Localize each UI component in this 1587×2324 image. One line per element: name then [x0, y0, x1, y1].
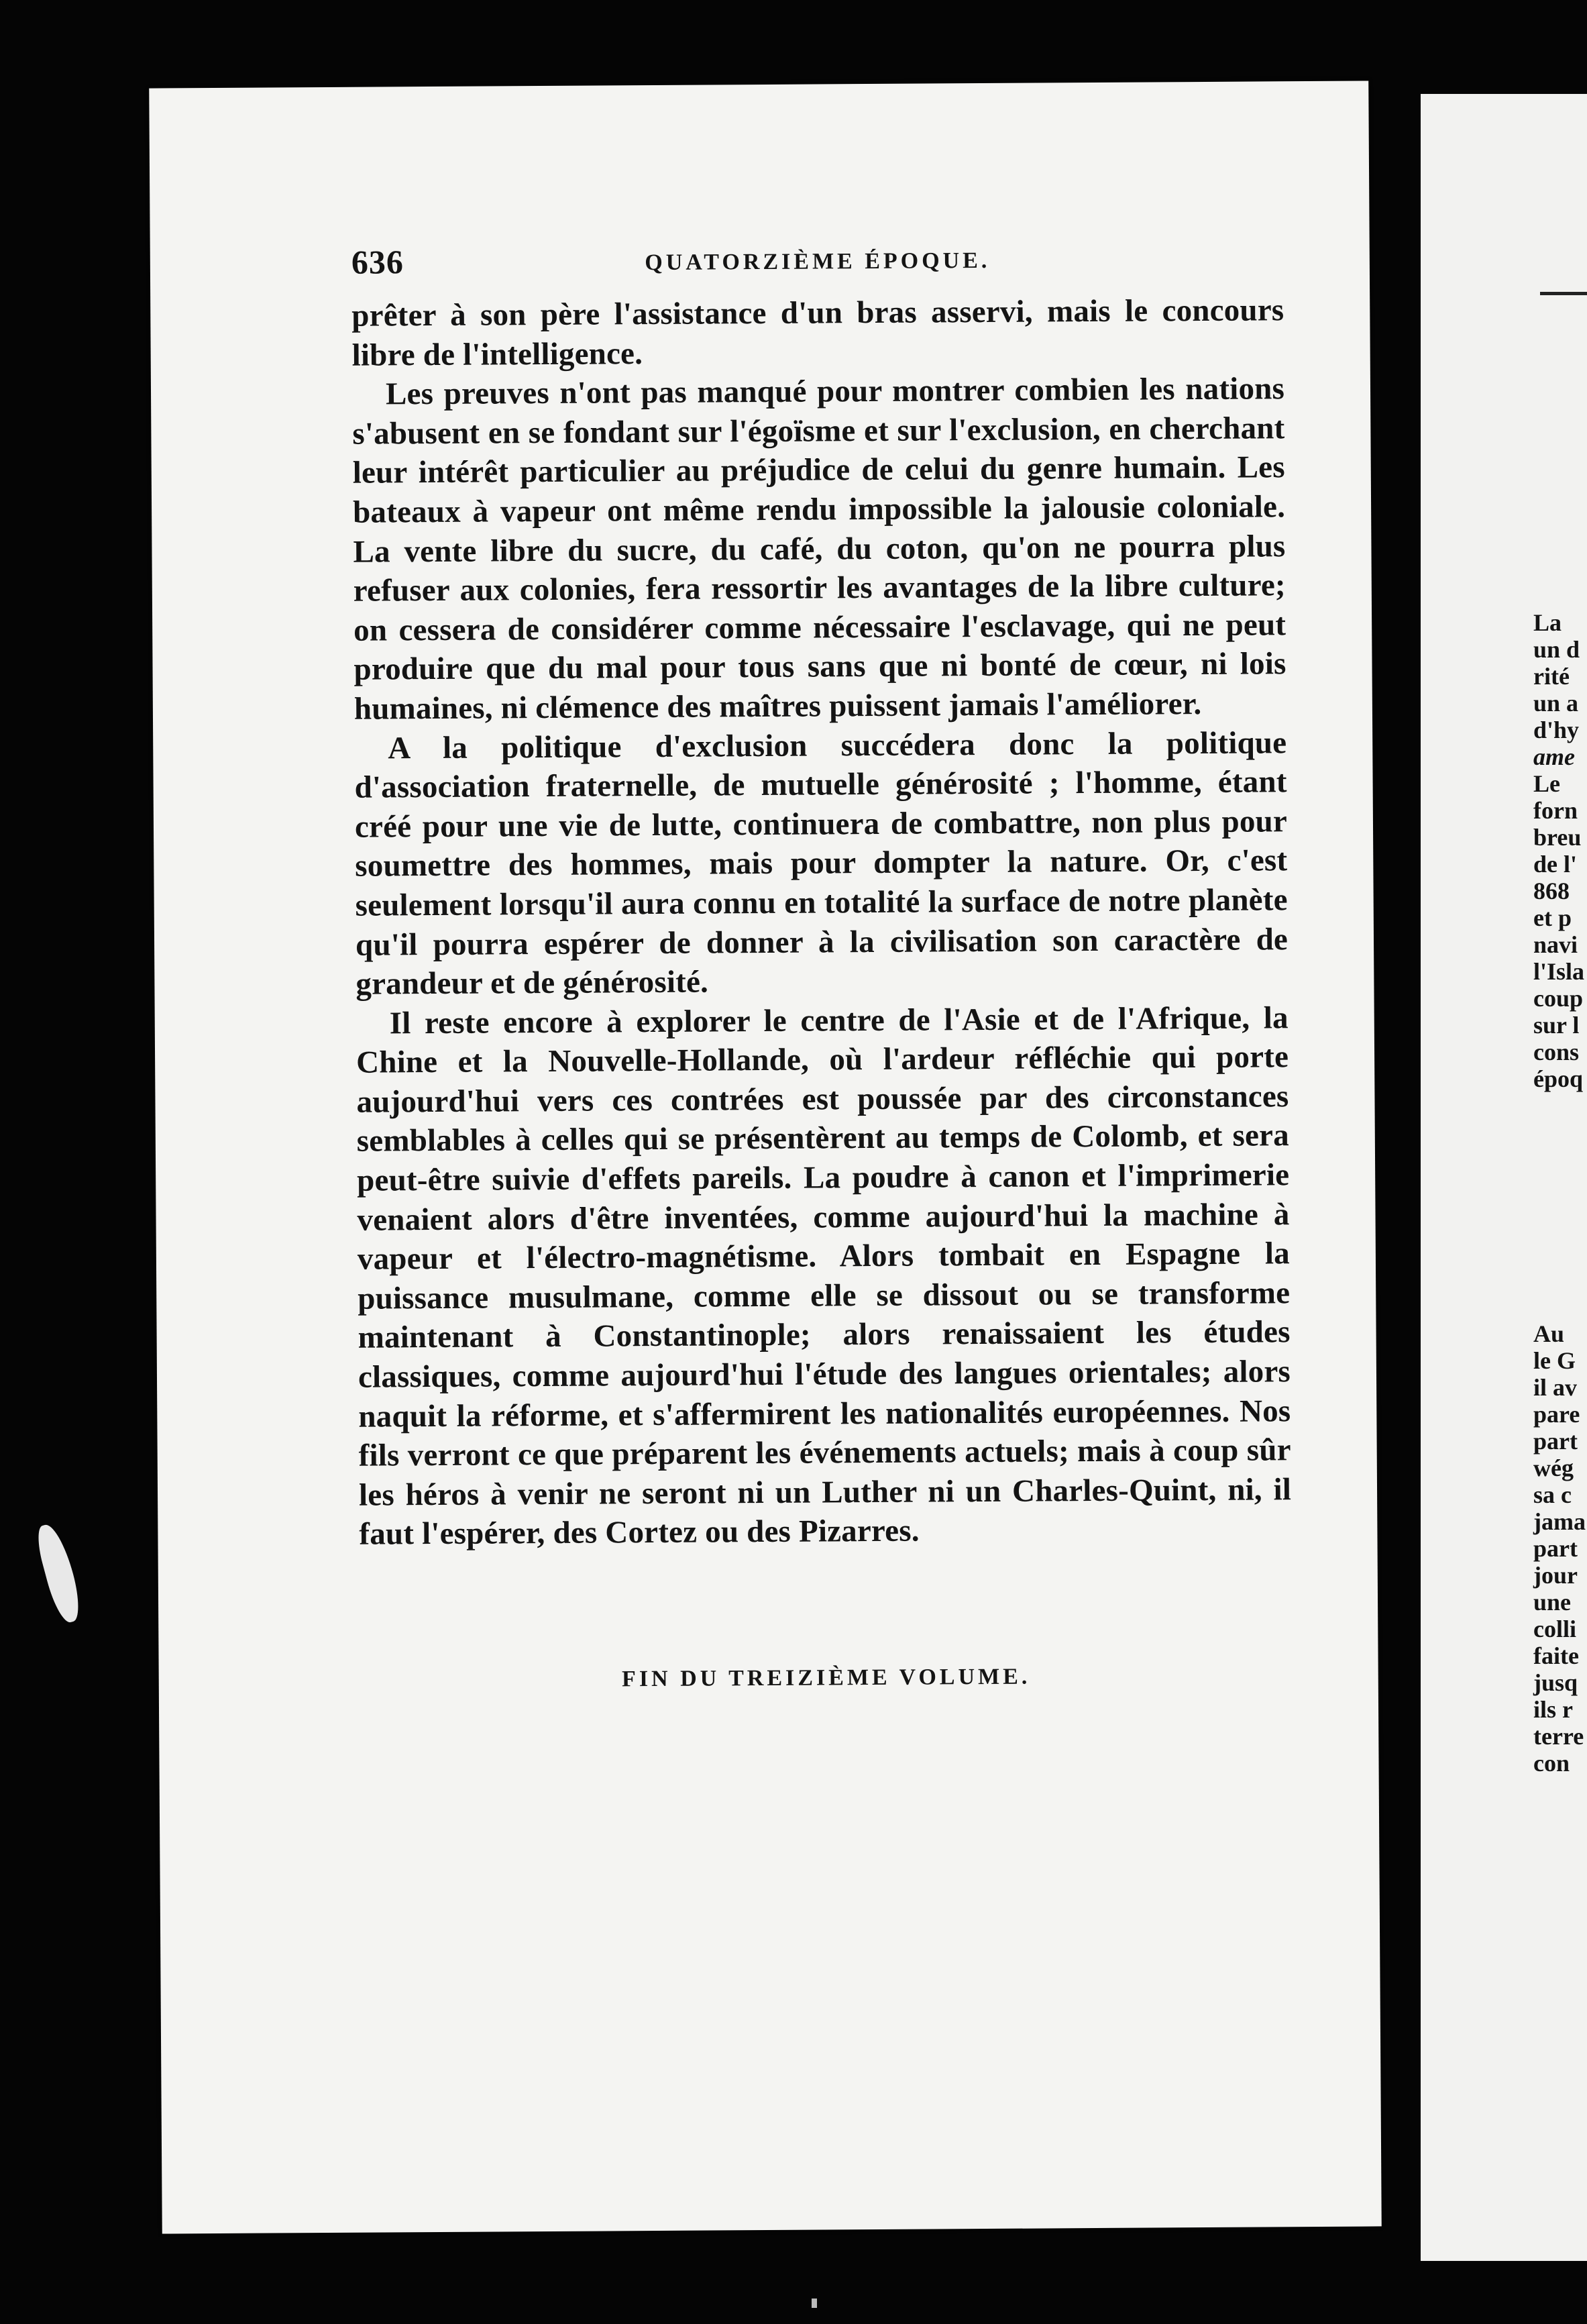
- adjacent-page-fragment: wég: [1533, 1455, 1574, 1481]
- adjacent-page-fragment: ils r: [1533, 1696, 1573, 1723]
- adjacent-page-fragment: faite: [1533, 1642, 1579, 1669]
- adjacent-page-fragment: jusq: [1533, 1669, 1578, 1696]
- adjacent-page-fragment: sa c: [1533, 1481, 1572, 1508]
- body-text: [351, 290, 1291, 1554]
- adjacent-page-fragment: terre: [1533, 1723, 1584, 1750]
- adjacent-page-fragment: La: [1533, 609, 1562, 636]
- page-content: [351, 237, 1293, 1693]
- adjacent-page-fragment: colli: [1533, 1616, 1576, 1642]
- adjacent-page-fragment: de l': [1533, 851, 1578, 878]
- adjacent-page-fragment: part: [1533, 1535, 1578, 1562]
- adjacent-page-fragment: forn: [1533, 797, 1578, 824]
- adjacent-page-fragment: jour: [1533, 1562, 1578, 1589]
- paragraph: A la politique d'exclusion succédera donc la politique d'association fraternelle, de mutuelle générosité ; l'homme, étant créé pour une vie de lutte, continuera de combattre, non plus pour soumettre des hommes, mais pour dompter la nature. Or, c'est seulement lorsqu'il aura connu en totalité la surface de notre planète qu'il pourra espérer de donner à la civilisation son caractère de grandeur et de générosité.: [354, 725, 1289, 1002]
- page-number: 636: [351, 243, 404, 281]
- scan-artifact: [812, 2299, 817, 2308]
- adjacent-page-edge: [1421, 94, 1587, 2261]
- adjacent-page-fragment: d'hy: [1533, 717, 1580, 743]
- adjacent-page-fragment: part: [1533, 1428, 1578, 1455]
- adjacent-page-fragment: jama: [1533, 1508, 1586, 1535]
- adjacent-page-fragment: époq: [1533, 1065, 1584, 1092]
- running-head: [351, 237, 1284, 296]
- paragraph: Les preuves n'ont pas manqué pour montrer combien les nations s'abusent en se fondant sur l'égoïsme et sur l'exclusion, en cherchant leur intérêt particulier au préjudice de celui du genre humain. Les bateaux à vapeur ont même rendu impossible la jalousie coloniale. La vente libre du sucre, du café, du coton, qu'on ne pourra plus refuser aux colonies, fera ressortir les avantages de la libre culture; on cessera de considérer comme nécessaire l'esclavage, qui ne peut produire que du mal pour tous sans que ni bonté de cœur, ni lois humaines, ni clémence des maîtres puissent jamais l'améliorer.: [352, 371, 1287, 727]
- adjacent-page-fragment: et p: [1533, 904, 1572, 931]
- colophon: FIN DU TREIZIÈME VOLUME.: [622, 1664, 1031, 1692]
- adjacent-page-fragment: navi: [1533, 931, 1578, 958]
- book-page: [149, 81, 1382, 2233]
- adjacent-page-fragment: Le: [1533, 770, 1560, 797]
- header-rule: [1540, 292, 1587, 295]
- paragraph: Il reste encore à explorer le centre de l'Asie et de l'Afrique, la Chine et la Nouvelle-Hollande, où l'ardeur réfléchie qui porte aujourd'hui vers ces contrées est poussée par des circonstances semblables à celles qui se présentèrent au temps de Colomb, et sera peut-être suivie d'effets pareils. La poudre à canon et l'imprimerie venaient alors d'être inventées, comme aujourd'hui la machine à vapeur et l'électro-magnétisme. Alors tombait en Espagne la puissance musulmane, comme elle se dissout ou se transforme maintenant à Constantinople; alors renaissaient les études classiques, comme aujourd'hui l'étude des langues orientales; alors naquit la réforme, et s'affermirent les nationalités européennes. Nos fils verront ce que préparent les événements actuels; mais à coup sûr les héros à venir ne seront ni un Luther ni un Charles-Quint, ni, il faut l'espérer, des Cortez ou des Pizarres.: [355, 1000, 1292, 1552]
- adjacent-page-fragment: pare: [1533, 1401, 1580, 1428]
- adjacent-page-fragment: breu: [1533, 824, 1582, 851]
- adjacent-page-fragment: un d: [1533, 636, 1580, 663]
- adjacent-page-fragment: il av: [1533, 1374, 1578, 1401]
- adjacent-page-fragment: un a: [1533, 690, 1579, 717]
- paragraph: prêter à son père l'assistance d'un bras asservi, mais le concours libre de l'intelligence.: [351, 293, 1284, 373]
- adjacent-page-fragment: sur l: [1533, 1012, 1580, 1039]
- adjacent-page-fragment: l'Isla: [1533, 958, 1585, 985]
- adjacent-page-fragment: ame: [1533, 743, 1575, 770]
- adjacent-page-fragment: le G: [1533, 1347, 1576, 1374]
- adjacent-page-fragment: cons: [1533, 1039, 1580, 1065]
- adjacent-page-fragment: coup: [1533, 985, 1584, 1012]
- adjacent-page-fragment: con: [1533, 1750, 1570, 1777]
- running-title: QUATORZIÈME ÉPOQUE.: [645, 248, 991, 276]
- adjacent-page-fragment: Au: [1533, 1320, 1565, 1347]
- adjacent-page-fragment: rité: [1533, 663, 1570, 690]
- adjacent-page-fragment: 868: [1533, 878, 1570, 904]
- adjacent-page-fragment: une: [1533, 1589, 1572, 1616]
